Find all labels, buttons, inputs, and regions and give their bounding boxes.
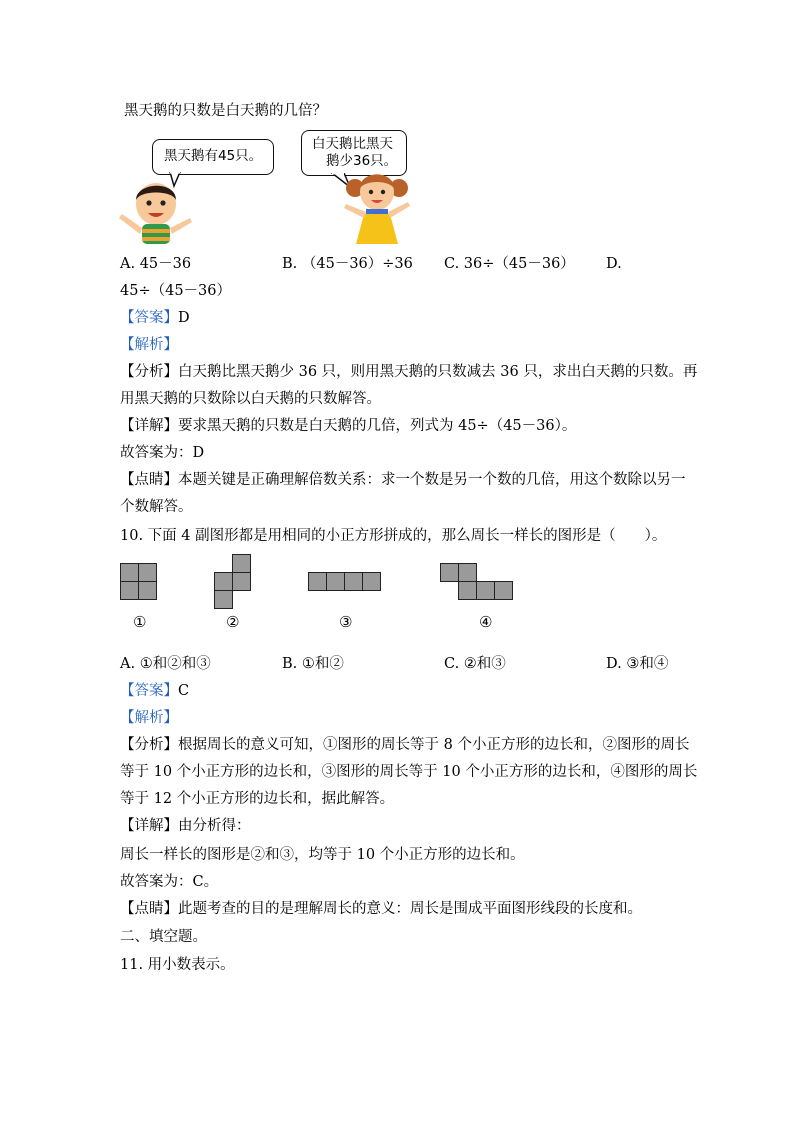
q9-option-d: D. [606, 256, 622, 272]
square [232, 554, 251, 573]
q10-option-d: D. ③和④ [606, 656, 669, 672]
q10-dianjing: 此题考查的目的是理解周长的意义：周长是围成平面图形线段的长度和。 [178, 901, 642, 917]
q10-dianjing-label: 【点睛】 [120, 901, 178, 917]
figure-4-label: ④ [479, 613, 493, 631]
q9-answer: D [178, 310, 190, 326]
q9-dianjing-line1: 本题关键是正确理解倍数关系：求一个数是另一个数的几倍，用这个数除以另一 [178, 472, 686, 488]
q9-dianjing-label: 【点睛】 [120, 472, 178, 488]
q9-xiangjie-label: 【详解】 [120, 418, 178, 434]
figure-3-label: ③ [339, 613, 353, 631]
q10-answer-label: 【答案】 [120, 683, 178, 699]
square [308, 572, 327, 591]
square [344, 572, 363, 591]
square [494, 581, 513, 600]
figure-1-squares [120, 563, 156, 599]
q9-option-d-cont: 45÷（45－36） [120, 283, 232, 299]
figure-3-squares [308, 572, 382, 591]
q10-question: 10. 下面 4 副图形都是用相同的小正方形拼成的，那么周长一样长的图形是（ ）。 [120, 528, 667, 544]
boy-cartoon-icon [116, 176, 196, 246]
girl-bubble-line2: 鹅少36只。 [326, 153, 398, 169]
square [138, 581, 157, 600]
q11-question: 11. 用小数表示。 [120, 957, 235, 973]
q9-fenxi-label: 【分析】 [120, 364, 178, 380]
q9-xiangjie: 要求黑天鹅的只数是白天鹅的几倍，列式为 45÷（45－36）。 [178, 418, 577, 434]
figure-2-label: ② [226, 613, 240, 631]
q9-answer-label: 【答案】 [120, 310, 178, 326]
q9-option-c: C. 36÷（45－36） [444, 256, 575, 272]
square [138, 563, 157, 582]
q9-option-a: A. 45－36 [120, 256, 192, 272]
q10-option-b: B. ①和② [282, 656, 344, 672]
q10-option-a: A. ①和②和③ [120, 656, 211, 672]
girl-cartoon-icon [342, 168, 412, 246]
boy-bubble-text: 黑天鹅有45只。 [164, 148, 263, 164]
q10-answer: C [178, 683, 190, 699]
figure-1-label: ① [133, 613, 147, 631]
q9-analysis-label: 【解析】 [120, 337, 178, 353]
q10-xiangjie-line2: 周长一样长的图形是②和③，均等于 10 个小正方形的边长和。 [120, 847, 525, 863]
square [214, 590, 233, 609]
q10-xiangjie-label: 【详解】 [120, 818, 178, 834]
square [458, 563, 477, 582]
q9-dianjing-line2: 个数解答。 [120, 499, 193, 515]
q9-question: 黑天鹅的只数是白天鹅的几倍？ [124, 103, 327, 119]
square [458, 581, 477, 600]
q9-final-answer: 故答案为：D [120, 445, 205, 461]
q10-xiangjie: 由分析得： [178, 818, 251, 834]
figure-4-squares [440, 563, 514, 600]
q10-final-answer: 故答案为：C。 [120, 874, 219, 890]
square [214, 572, 233, 591]
q10-fenxi-line3: 等于 12 个小正方形的边长和，据此解答。 [120, 791, 395, 807]
girl-bubble-line1: 白天鹅比黑天 [312, 136, 393, 152]
q9-fenxi-line2: 用黑天鹅的只数除以白天鹅的只数解答。 [120, 391, 381, 407]
figure-2-squares [214, 554, 252, 610]
square [440, 563, 459, 582]
square [476, 581, 495, 600]
q9-fenxi-line1: 白天鹅比黑天鹅少 36 只，则用黑天鹅的只数减去 36 只，求出白天鹅的只数。再 [178, 364, 698, 380]
square [120, 563, 139, 582]
q10-fenxi-line2: 等于 10 个小正方形的边长和，③图形的周长等于 10 个小正方形的边长和，④图形的周长 [120, 764, 698, 780]
square [326, 572, 345, 591]
section-2-heading: 二、填空题。 [120, 929, 207, 945]
square [120, 581, 139, 600]
q10-analysis-label: 【解析】 [120, 710, 178, 726]
square [232, 572, 251, 591]
boy-speech-bubble [152, 139, 274, 175]
q10-option-c: C. ②和③ [444, 656, 506, 672]
square [362, 572, 381, 591]
q10-fenxi-label: 【分析】 [120, 737, 178, 753]
q10-fenxi-line1: 根据周长的意义可知，①图形的周长等于 8 个小正方形的边长和，②图形的周长 [178, 737, 690, 753]
q9-option-b: B. （45－36）÷36 [282, 256, 413, 272]
